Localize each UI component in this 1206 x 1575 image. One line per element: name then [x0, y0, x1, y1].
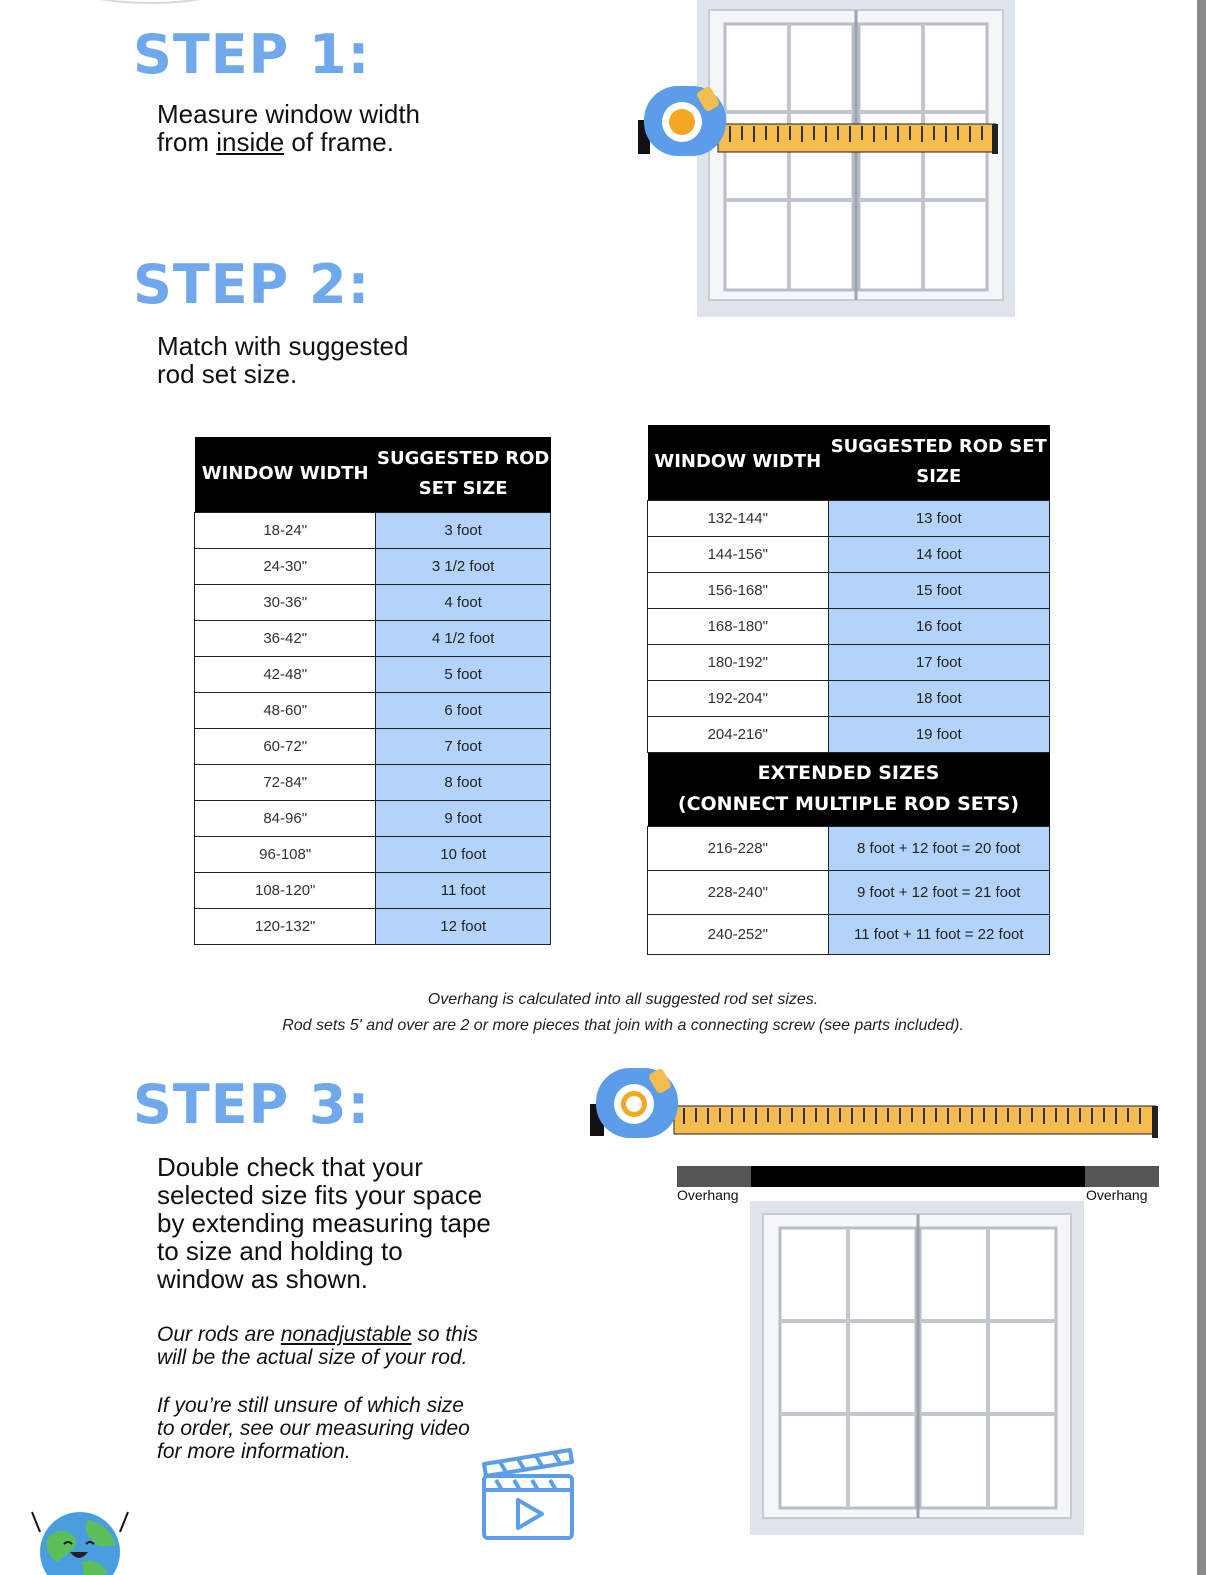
- table-row: [648, 572, 1050, 608]
- step3-line1: Double check that your: [157, 1152, 423, 1182]
- rod-size-cell: 4 foot: [376, 584, 551, 620]
- table-left-header-size: SUGGESTED ROD SET SIZE: [376, 437, 551, 512]
- rod-size-cell: 5 foot: [376, 656, 551, 692]
- tape-measure-icon: [588, 1062, 1163, 1142]
- step2-title: STEP 2:: [133, 253, 371, 316]
- rod-size-cell: 11 foot + 11 foot = 22 foot: [828, 914, 1049, 954]
- window-width-cell: 24-30": [195, 548, 376, 584]
- table-row: [195, 800, 551, 836]
- window-width-cell: 180-192": [648, 644, 829, 680]
- overhang-left-label: Overhang: [677, 1187, 739, 1203]
- table-row: [648, 644, 1050, 680]
- window-width-cell: 144-156": [648, 536, 829, 572]
- step1-line2-post: of frame.: [284, 127, 394, 157]
- window-width-cell: 120-132": [195, 908, 376, 944]
- corner-arc: [60, 0, 240, 10]
- table-row: [195, 692, 551, 728]
- step3-nonadjustable-note: [157, 1323, 478, 1369]
- extended-title-line1: EXTENDED SIZES: [757, 762, 940, 784]
- step1-line2-emphasis: inside: [216, 127, 285, 157]
- step2-line1: Match with suggested: [157, 331, 409, 361]
- rod-size-table-left: [194, 437, 551, 945]
- rod-size-cell: 8 foot + 12 foot = 20 foot: [828, 826, 1049, 870]
- table-row: [648, 536, 1050, 572]
- window-width-cell: 60-72": [195, 728, 376, 764]
- window-width-cell: 132-144": [648, 500, 829, 536]
- note1-post: so this: [411, 1323, 479, 1346]
- step3-line4: to size and holding to: [157, 1236, 403, 1266]
- step3-instruction: [157, 1153, 491, 1293]
- window-width-cell: 108-120": [195, 872, 376, 908]
- window-width-cell: 156-168": [648, 572, 829, 608]
- note1-pre: Our rods are: [157, 1323, 281, 1346]
- step1-title: STEP 1:: [133, 23, 371, 86]
- note2-line3: for more information.: [157, 1440, 351, 1463]
- video-clapper-icon[interactable]: [478, 1446, 578, 1546]
- rod-size-cell: 18 foot: [828, 680, 1049, 716]
- footnote-rod-pieces: Rod sets 5' and over are 2 or more pieces that join with a connecting screw (see parts included).: [282, 1017, 964, 1034]
- extended-title-line2: (CONNECT MULTIPLE ROD SETS): [677, 793, 1020, 815]
- table-row: [195, 836, 551, 872]
- step2-line2: rod set size.: [157, 359, 298, 389]
- table-row: [648, 826, 1050, 870]
- table-row: [648, 680, 1050, 716]
- rod-size-cell: 11 foot: [376, 872, 551, 908]
- window-width-cell: 96-108": [195, 836, 376, 872]
- note2-line1: If you’re still unsure of which size: [157, 1394, 464, 1417]
- rod-size-cell: 19 foot: [828, 716, 1049, 752]
- table-right-header-width: WINDOW WIDTH: [648, 425, 829, 500]
- rod-size-cell: 12 foot: [376, 908, 551, 944]
- window-width-cell: 72-84": [195, 764, 376, 800]
- rod-size-cell: 17 foot: [828, 644, 1049, 680]
- step1-line2-pre: from: [157, 127, 217, 157]
- table-row: [195, 908, 551, 944]
- table-row: [195, 620, 551, 656]
- table-row: [648, 914, 1050, 954]
- extended-sizes-title: [648, 752, 1050, 826]
- window-width-cell: 192-204": [648, 680, 829, 716]
- tape-measure-icon: [630, 80, 1005, 160]
- table-row: [195, 512, 551, 548]
- table-row: [648, 870, 1050, 914]
- note1-emphasis: nonadjustable: [280, 1323, 412, 1346]
- rod-size-cell: 6 foot: [376, 692, 551, 728]
- rod-size-cell: 15 foot: [828, 572, 1049, 608]
- table-row: [648, 608, 1050, 644]
- rod-size-cell: 14 foot: [828, 536, 1049, 572]
- window-width-cell: 48-60": [195, 692, 376, 728]
- rod-size-cell: 3 1/2 foot: [376, 548, 551, 584]
- table-row: [195, 548, 551, 584]
- overhang-right-label: Overhang: [1086, 1187, 1148, 1203]
- window-width-cell: 84-96": [195, 800, 376, 836]
- step1-line1: Measure window width: [157, 99, 421, 129]
- step3-line5: window as shown.: [157, 1264, 368, 1294]
- table-left-header-width: WINDOW WIDTH: [195, 437, 376, 512]
- overhang-left-segment: [677, 1166, 751, 1187]
- rod-size-cell: 16 foot: [828, 608, 1049, 644]
- step2-instruction: [157, 332, 408, 388]
- window-width-cell: 18-24": [195, 512, 376, 548]
- table-row: [195, 728, 551, 764]
- rod-size-table-right: [647, 425, 1050, 955]
- table-row: [195, 872, 551, 908]
- curtain-rod: [677, 1166, 1159, 1187]
- step1-instruction: [157, 100, 420, 156]
- overhang-right-segment: [1085, 1166, 1159, 1187]
- footnote-overhang: Overhang is calculated into all suggested rod set sizes.: [427, 991, 819, 1008]
- page-edge: [1197, 0, 1206, 1575]
- window-width-cell: 168-180": [648, 608, 829, 644]
- note2-line2: to order, see our measuring video: [157, 1417, 470, 1440]
- window-width-cell: 228-240": [648, 870, 829, 914]
- table-row: [648, 500, 1050, 536]
- window-width-cell: 36-42": [195, 620, 376, 656]
- table-row: [195, 764, 551, 800]
- step3-line2: selected size fits your space: [157, 1180, 483, 1210]
- window-width-cell: 42-48": [195, 656, 376, 692]
- table-row: [195, 656, 551, 692]
- window-width-cell: 204-216": [648, 716, 829, 752]
- earth-mascot-icon: [28, 1500, 138, 1575]
- window-width-cell: 240-252": [648, 914, 829, 954]
- extended-sizes-header: [648, 752, 1050, 826]
- rod-size-cell: 10 foot: [376, 836, 551, 872]
- window-icon: [750, 1201, 1085, 1536]
- table-row: [648, 716, 1050, 752]
- step3-video-note: [157, 1394, 470, 1463]
- rod-size-cell: 7 foot: [376, 728, 551, 764]
- rod-size-cell: 13 foot: [828, 500, 1049, 536]
- window-width-cell: 30-36": [195, 584, 376, 620]
- note1-line2: will be the actual size of your rod.: [157, 1346, 468, 1369]
- step3-line3: by extending measuring tape: [157, 1208, 491, 1238]
- window-width-cell: 216-228": [648, 826, 829, 870]
- step3-title: STEP 3:: [133, 1073, 371, 1136]
- rod-size-cell: 9 foot + 12 foot = 21 foot: [828, 870, 1049, 914]
- table-right-header-size: SUGGESTED ROD SET SIZE: [828, 425, 1049, 500]
- rod-size-cell: 4 1/2 foot: [376, 620, 551, 656]
- rod-size-cell: 8 foot: [376, 764, 551, 800]
- rod-size-cell: 9 foot: [376, 800, 551, 836]
- table-row: [195, 584, 551, 620]
- rod-size-cell: 3 foot: [376, 512, 551, 548]
